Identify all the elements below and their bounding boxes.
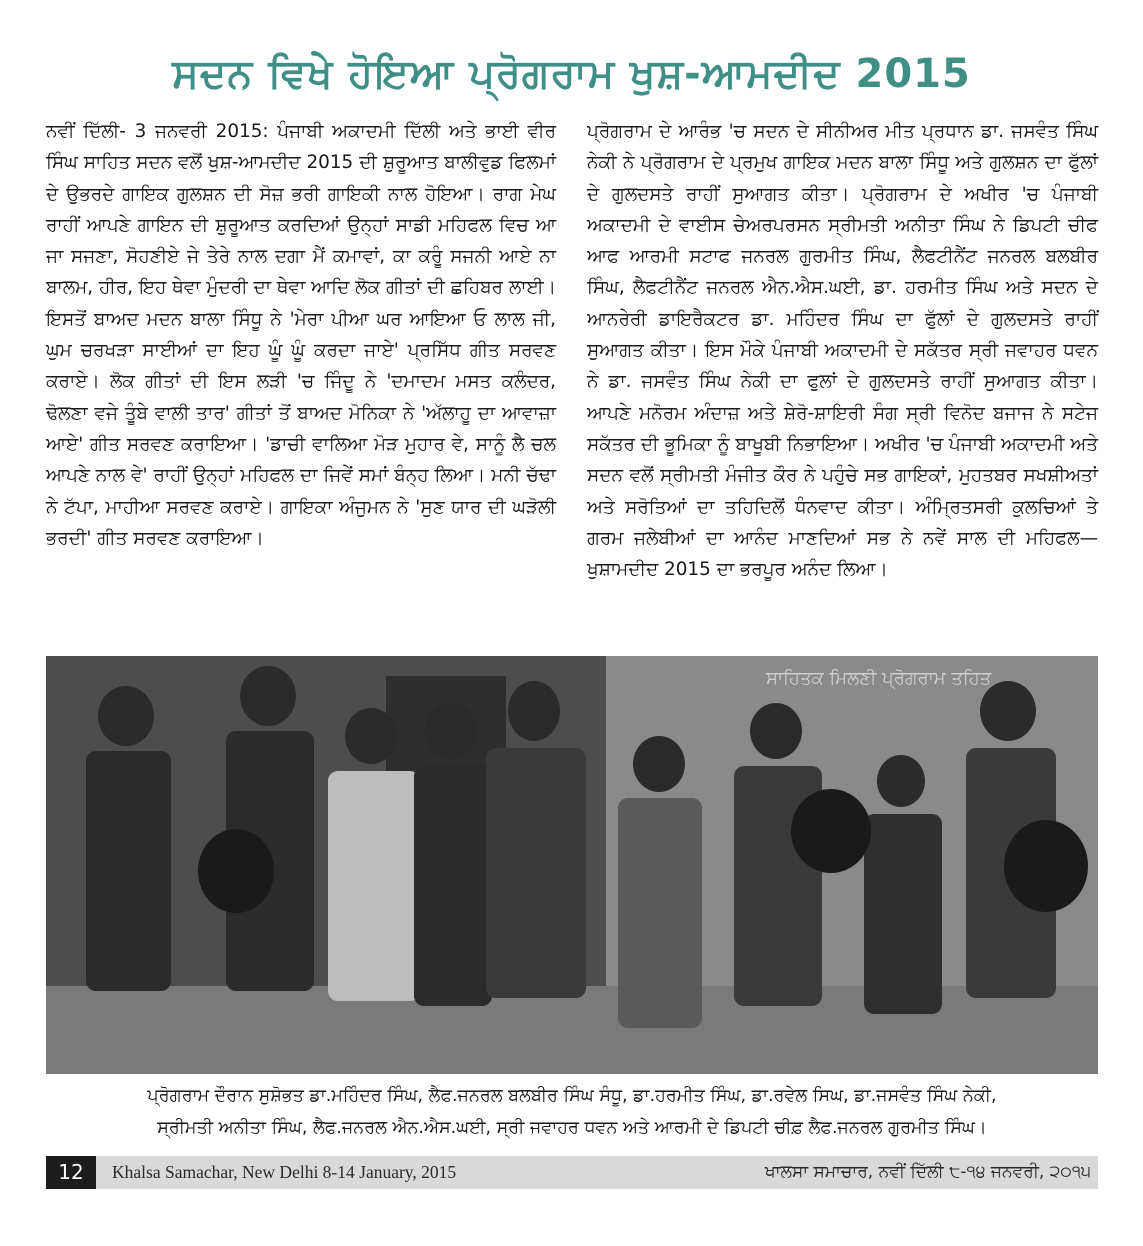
- photo-caption: [46, 1080, 1098, 1144]
- footer-publication-punjabi: ਖਾਲਸਾ ਸਮਾਚਾਰ, ਨਵੀਂ ਦਿੱਲੀ ੮-੧੪ ਜਨਵਰੀ, ੨੦੧੫: [764, 1162, 1091, 1182]
- backdrop-banner-text: ਸਾਹਿਤਕ ਮਿਲਣੀ ਪ੍ਰੋਗਰਾਮ ਤਹਿਤ: [766, 668, 992, 689]
- footer-publication-english: Khalsa Samachar, New Delhi 8-14 January, 2015: [112, 1162, 457, 1182]
- page-number-badge: 12: [46, 1156, 96, 1189]
- photo-caption-line-2: ਸ੍ਰੀਮਤੀ ਅਨੀਤਾ ਸਿੰਘ, ਲੈਫ.ਜਨਰਲ ਐਨ.ਐਸ.ਘਈ, ਸ੍ਰੀ ਜਵਾਹਰ ਧਵਨ ਅਤੇ ਆਰਮੀ ਦੇ ਡਿਪਟੀ ਚੀਫ਼ ਲੈਫ.ਜਨਰਲ ਗੁਰਮੀਤ ਸਿੰਘ।: [157, 1118, 987, 1138]
- article-column-right: ਪ੍ਰੋਗਰਾਮ ਦੇ ਆਰੰਭ 'ਚ ਸਦਨ ਦੇ ਸੀਨੀਅਰ ਮੀਤ ਪ੍ਰਧਾਨ ਡਾ. ਜਸਵੰਤ ਸਿੰਘ ਨੇਕੀ ਨੇ ਪ੍ਰੋਗਰਾਮ ਦੇ ਪ੍ਰਮੁਖ ਗਾਇਕ ਮਦਨ ਬਾਲਾ ਸਿੰਧੂ ਅਤੇ ਗੁਲਸ਼ਨ ਦਾ ਫੁੱਲਾਂ ਦੇ ਗੁਲਦਸਤੇ ਰਾਹੀਂ ਸੁਆਗਤ ਕੀਤਾ। ਪ੍ਰੋਗਰਾਮ ਦੇ ਅਖੀਰ 'ਚ ਪੰਜਾਬੀ ਅਕਾਦਮੀ ਦੇ ਵਾਈਸ ਚੇਅਰਪਰਸਨ ਸ੍ਰੀਮਤੀ ਅਨੀਤਾ ਸਿੰਘ ਨੇ ਡਿਪਟੀ ਚੀਫ ਆਫ ਆਰਮੀ ਸਟਾਫ ਜਨਰਲ ਗੁਰਮੀਤ ਸਿੰਘ, ਲੈਫਟੀਨੈਂਟ ਜਨਰਲ ਬਲਬੀਰ ਸਿੰਘ, ਲੈਫਟੀਨੈਂਟ ਜਨਰਲ ਐਨ.ਐਸ.ਘਈ, ਡਾ. ਹਰਮੀਤ ਸਿੰਘ ਅਤੇ ਸਦਨ ਦੇ ਆਨਰੇਰੀ ਡਾਇਰੈਕਟਰ ਡਾ. ਮਹਿੰਦਰ ਸਿੰਘ ਦਾ ਫੁੱਲਾਂ ਦੇ ਗੁਲਦਸਤੇ ਰਾਹੀਂ ਸੁਆਗਤ ਕੀਤਾ। ਇਸ ਮੌਕੇ ਪੰਜਾਬੀ ਅਕਾਦਮੀ ਦੇ ਸਕੱਤਰ ਸ੍ਰੀ ਜਵਾਹਰ ਧਵਨ ਨੇ ਡਾ. ਜਸਵੰਤ ਸਿੰਘ ਨੇਕੀ ਦਾ ਫੁਲਾਂ ਦੇ ਗੁਲਦਸਤੇ ਰਾਹੀਂ ਸੁਆਗਤ ਕੀਤਾ। ਆਪਣੇ ਮਨੋਰਮ ਅੰਦਾਜ਼ ਅਤੇ ਸ਼ੇਰੋ-ਸ਼ਾਇਰੀ ਸੰਗ ਸ੍ਰੀ ਵਿਨੋਦ ਬਜਾਜ ਨੇ ਸਟੇਜ ਸਕੱਤਰ ਦੀ ਭੂਮਿਕਾ ਨੂੰ ਬਾਖੂਬੀ ਨਿਭਾਇਆ। ਅਖੀਰ 'ਚ ਪੰਜਾਬੀ ਅਕਾਦਮੀ ਅਤੇ ਸਦਨ ਵਲੋਂ ਸ੍ਰੀਮਤੀ ਮੰਜੀਤ ਕੌਰ ਨੇ ਪਹੁੰਚੇ ਸਭ ਗਾਇਕਾਂ, ਮੁਹਤਬਰ ਸਖਸ਼ੀਅਤਾਂ ਅਤੇ ਸਰੋਤਿਆਂ ਦਾ ਤਹਿਦਿਲੋਂ ਧੰਨਵਾਦ ਕੀਤਾ। ਅੰਮ੍ਰਿਤਸਰੀ ਕੁਲਚਿਆਂ ਤੇ ਗਰਮ ਜਲੇਬੀਆਂ ਦਾ ਆਨੰਦ ਮਾਣਦਿਆਂ ਸਭ ਨੇ ਨਵੇਂ ਸਾਲ ਦੀ ਮਹਿਫਲ— ਖੁਸ਼ਾਮਦੀਦ 2015 ਦਾ ਭਰਪੂਰ ਅਨੰਦ ਲਿਆ।: [587, 121, 1098, 581]
- event-group-photo: [46, 656, 1098, 1074]
- article-column-left: ਨਵੀਂ ਦਿੱਲੀ- 3 ਜਨਵਰੀ 2015: ਪੰਜਾਬੀ ਅਕਾਦਮੀ ਦਿੱਲੀ ਅਤੇ ਭਾਈ ਵੀਰ ਸਿੰਘ ਸਾਹਿਤ ਸਦਨ ਵਲੋਂ ਖੁਸ਼-ਆਮਦੀਦ 2015 ਦੀ ਸ਼ੁਰੂਆਤ ਬਾਲੀਵੁਡ ਫਿਲਮਾਂ ਦੇ ਉਭਰਦੇ ਗਾਇਕ ਗੁਲਸ਼ਨ ਦੀ ਸੋਜ਼ ਭਰੀ ਗਾਇਕੀ ਨਾਲ ਹੋਇਆ। ਰਾਗ ਮੇਘ ਰਾਹੀਂ ਆਪਣੇ ਗਾਇਨ ਦੀ ਸ਼ੁਰੂਆਤ ਕਰਦਿਆਂ ਉਨ੍ਹਾਂ ਸਾਡੀ ਮਹਿਫਲ ਵਿਚ ਆ ਜਾ ਸਜਣਾ, ਸੋਹਣੀਏ ਜੇ ਤੇਰੇ ਨਾਲ ਦਗਾ ਮੈਂ ਕਮਾਵਾਂ, ਕਾ ਕਰੂੰ ਸਜਨੀ ਆਏ ਨਾ ਬਾਲਮ, ਹੀਰ, ਇਹ ਥੇਵਾ ਮੁੰਦਰੀ ਦਾ ਥੇਵਾ ਆਦਿ ਲੋਕ ਗੀਤਾਂ ਦੀ ਛਹਿਬਰ ਲਾਈ। ਇਸਤੋਂ ਬਾਅਦ ਮਦਨ ਬਾਲਾ ਸਿੰਧੂ ਨੇ 'ਮੇਰਾ ਪੀਆ ਘਰ ਆਇਆ ਓ ਲਾਲ ਜੀ, ਘੁਮ ਚਰਖੜਾ ਸਾਈਆਂ ਦਾ ਇਹ ਘੂੰ ਘੂੰ ਕਰਦਾ ਜਾਏ' ਪ੍ਰਸਿੱਧ ਗੀਤ ਸਰਵਣ ਕਰਾਏ। ਲੋਕ ਗੀਤਾਂ ਦੀ ਇਸ ਲੜੀ 'ਚ ਜਿੰਦੂ ਨੇ 'ਦਮਾਦਮ ਮਸਤ ਕਲੰਦਰ, ਢੋਲਣਾ ਵਜੇ ਤੂੰਬੇ ਵਾਲੀ ਤਾਰ' ਗੀਤਾਂ ਤੋਂ ਬਾਅਦ ਮੋਨਿਕਾ ਨੇ 'ਅੱਲਾਹੂ ਦਾ ਆਵਾਜ਼ਾ ਆਏ' ਗੀਤ ਸਰਵਣ ਕਰਾਇਆ। 'ਡਾਚੀ ਵਾਲਿਆ ਮੋੜ ਮੁਹਾਰ ਵੇ, ਸਾਨੂੰ ਲੈ ਚਲ ਆਪਣੇ ਨਾਲ ਵੇ' ਰਾਹੀਂ ਉਨ੍ਹਾਂ ਮਹਿਫਲ ਦਾ ਜਿਵੇਂ ਸਮਾਂ ਬੰਨ੍ਹ ਲਿਆ। ਮਨੀ ਚੱਢਾ ਨੇ ਟੱਪਾ, ਮਾਹੀਆ ਸਰਵਣ ਕਰਾਏ। ਗਾਇਕਾ ਅੰਜੁਮਨ ਨੇ 'ਸੁਣ ਯਾਰ ਦੀ ਘੜੋਲੀ ਭਰਦੀ' ਗੀਤ ਸਰਵਣ ਕਰਾਇਆ।: [46, 121, 556, 549]
- article-headline: ਸਦਨ ਵਿਖੇ ਹੋਇਆ ਪ੍ਰੋਗਰਾਮ ਖੁਸ਼-ਆਮਦੀਦ 2015: [172, 51, 971, 97]
- photo-caption-line-1: ਪ੍ਰੋਗਰਾਮ ਦੌਰਾਨ ਸੁਸ਼ੋਭਤ ਡਾ.ਮਹਿੰਦਰ ਸਿੰਘ, ਲੈਫ.ਜਨਰਲ ਬਲਬੀਰ ਸਿੰਘ ਸੰਧੂ, ਡਾ.ਹਰਮੀਤ ਸਿੰਘ, ਡਾ.ਰਵੇਲ ਸਿਘ, ਡਾ.ਜਸਵੰਤ ਸਿੰਘ ਨੇਕੀ,: [147, 1086, 997, 1106]
